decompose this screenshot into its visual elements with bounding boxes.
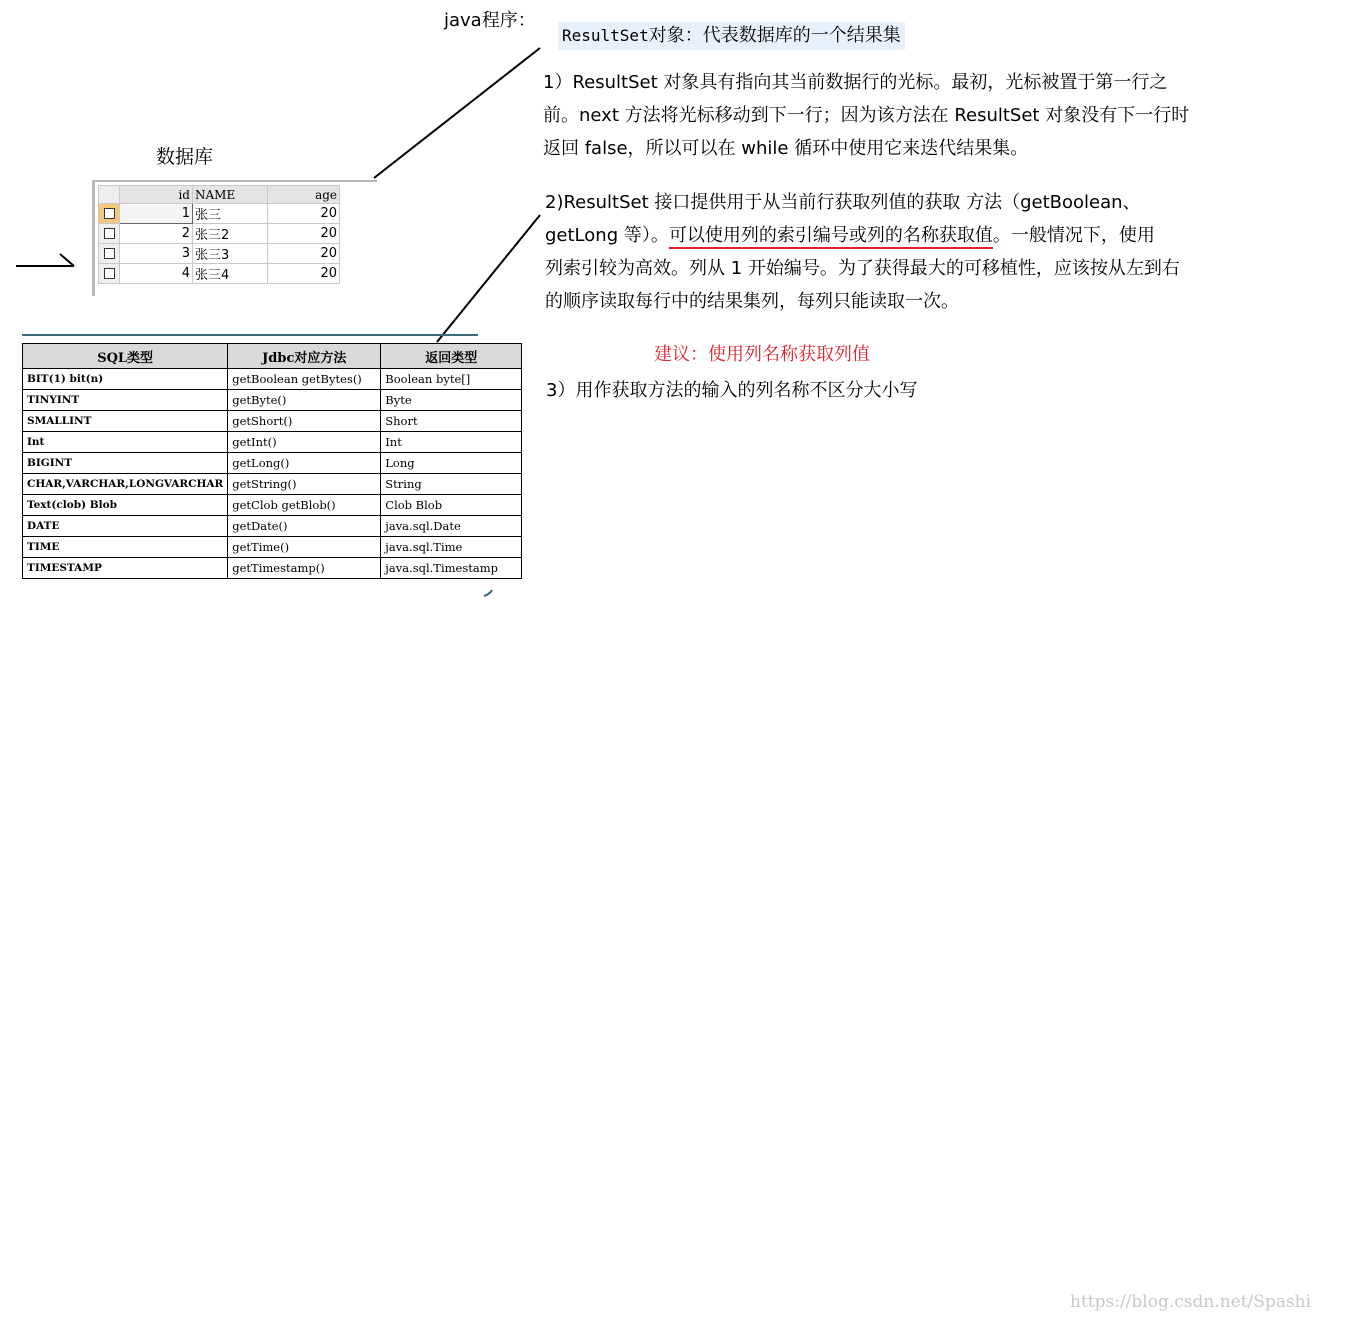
table-row [23,369,522,390]
grid-row[interactable] [99,224,340,244]
connector-line-heading [374,48,540,178]
paragraph-2-line [545,219,1235,252]
cell-sql-type: TIMESTAMP [23,558,228,579]
underlined-key-point: 可以使用列的索引编号或列的名称获取值 [669,225,993,249]
checkbox-icon[interactable] [104,248,115,259]
checkbox-icon[interactable] [104,208,115,219]
cell-sql-type: TIME [23,537,228,558]
resultset-heading-text: 对象：代表数据库的一个结果集 [648,25,901,46]
checkbox-icon[interactable] [104,268,115,279]
paragraph-2-text: 。一般情况下，使用 [992,225,1155,246]
table-row [23,537,522,558]
cell-age[interactable]: 20 [268,244,340,264]
cell-return-type: java.sql.Time [381,537,522,558]
row-selector[interactable] [99,264,120,284]
advice-text: 建议：使用列名称获取列值 [654,344,870,365]
grid-corner [99,186,120,204]
cell-return-type: java.sql.Date [381,516,522,537]
cell-sql-type: Text(clob) Blob [23,495,228,516]
cell-id[interactable]: 3 [120,244,193,264]
cell-return-type: java.sql.Timestamp [381,558,522,579]
cell-name[interactable]: 张三 [193,204,268,224]
cell-return-type: Long [381,453,522,474]
cell-return-type: Byte [381,390,522,411]
cell-sql-type: CHAR,VARCHAR,LONGVARCHAR [23,474,228,495]
java-program-label: java程序： [444,10,536,31]
header-return-type: 返回类型 [381,344,522,369]
column-header-age[interactable]: age [268,186,340,204]
cell-sql-type: TINYINT [23,390,228,411]
paragraph-2-text: getLong 等）。 [545,225,669,246]
cell-jdbc-method: getLong() [228,453,381,474]
cell-jdbc-method: getTime() [228,537,381,558]
cell-id[interactable]: 1 [120,204,193,224]
resultset-heading [558,22,905,50]
arrow-right-icon [16,254,74,266]
header-sql-type: SQL类型 [23,344,228,369]
cell-jdbc-method: getTimestamp() [228,558,381,579]
database-result-grid [98,185,340,284]
table-row [23,558,522,579]
cell-return-type: Short [381,411,522,432]
cell-jdbc-method: getBoolean getBytes() [228,369,381,390]
paragraph-2-line: 列索引较为高效。列从 1 开始编号。为了获得最大的可移植性，应该按从左到右 [545,258,1180,279]
table-header-row [23,344,522,369]
cell-jdbc-method: getClob getBlob() [228,495,381,516]
paragraph-1-line: 1）ResultSet 对象具有指向其当前数据行的光标。最初，光标被置于第一行之 [543,72,1168,93]
cell-return-type: Boolean byte[] [381,369,522,390]
grid-row[interactable] [99,244,340,264]
cell-return-type: String [381,474,522,495]
paragraph-2-line: 的顺序读取每行中的结果集列，每列只能读取一次。 [545,291,959,312]
cell-sql-type: DATE [23,516,228,537]
cell-name[interactable]: 张三4 [193,264,268,284]
table-row [23,474,522,495]
grid-row[interactable] [99,264,340,284]
table-row [23,516,522,537]
column-header-id[interactable]: id [120,186,193,204]
grid-header-row [99,186,340,204]
row-selector[interactable] [99,244,120,264]
paragraph-1 [543,66,1233,165]
checkbox-icon[interactable] [104,228,115,239]
column-header-name[interactable]: NAME [193,186,268,204]
cell-name[interactable]: 张三2 [193,224,268,244]
resultset-code: ResultSet [562,26,649,45]
cell-id[interactable]: 4 [120,264,193,284]
cell-jdbc-method: getDate() [228,516,381,537]
cell-id[interactable]: 2 [120,224,193,244]
sql-type-mapping-table [22,343,522,579]
cell-age[interactable]: 20 [268,204,340,224]
paragraph-1-line: 前。next 方法将光标移动到下一行；因为该方法在 ResultSet 对象没有下一行时 [543,105,1190,126]
cell-sql-type: BIGINT [23,453,228,474]
row-selector[interactable] [99,204,120,224]
row-selector[interactable] [99,224,120,244]
paragraph-1-line: 返回 false，所以可以在 while 循环中使用它来迭代结果集。 [543,138,1029,159]
table-row [23,453,522,474]
paragraph-2-line: 2)ResultSet 接口提供用于从当前行获取列值的获取 方法（getBoolean、 [545,192,1141,213]
corner-mark [484,590,492,596]
cell-return-type: Int [381,432,522,453]
watermark-text: https://blog.csdn.net/Spashi [1070,1292,1312,1312]
header-jdbc-method: Jdbc对应方法 [228,344,381,369]
table-row [23,495,522,516]
cell-return-type: Clob Blob [381,495,522,516]
cell-sql-type: Int [23,432,228,453]
cell-jdbc-method: getByte() [228,390,381,411]
connector-line-type-table [437,215,540,342]
paragraph-2 [545,186,1235,318]
grid-row[interactable] [99,204,340,224]
cell-jdbc-method: getString() [228,474,381,495]
cell-sql-type: BIT(1) bit(n) [23,369,228,390]
cell-jdbc-method: getShort() [228,411,381,432]
table-row [23,432,522,453]
divider [22,334,478,336]
paragraph-3: 3）用作获取方法的输入的列名称不区分大小写 [546,380,918,401]
cell-name[interactable]: 张三3 [193,244,268,264]
table-row [23,411,522,432]
database-label: 数据库 [156,146,214,168]
cell-jdbc-method: getInt() [228,432,381,453]
cell-age[interactable]: 20 [268,264,340,284]
cell-age[interactable]: 20 [268,224,340,244]
cell-sql-type: SMALLINT [23,411,228,432]
table-row [23,390,522,411]
